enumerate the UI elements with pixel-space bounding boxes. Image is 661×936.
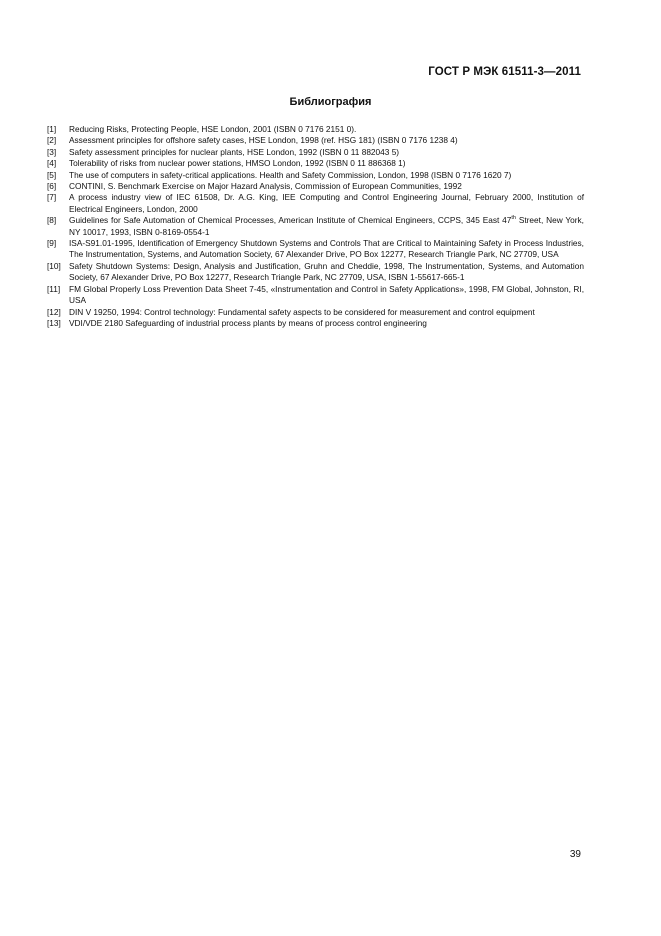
entry-text-part: Street, New York, NY 10017, 1993, ISBN 0-8169-0554-1	[69, 215, 584, 237]
entry-number: [11]	[47, 283, 61, 294]
entry-text: VDI/VDE 2180 Safeguarding of industrial process plants by means of process control engineering	[69, 317, 427, 328]
bibliography-list	[47, 124, 584, 329]
bibliography-entry	[47, 261, 584, 284]
bibliography-entry	[47, 181, 584, 192]
entry-number: [1]	[47, 124, 57, 134]
entry-number: [3]	[47, 146, 57, 157]
entry-text: Assessment principles for offshore safety cases, HSE London, 1998 (ref. HSG 181) (ISBN 0 7176 1238 4)	[69, 135, 458, 146]
entry-text: Safety Shutdown Systems: Design, Analysis and Justification, Gruhn and Cheddie, 1998, The Instrumentation, Systems, and Automation Society, 67 Alexander Drive, PO Box 12277, Research Triangle Park, NC 27709, USA, ISBN 1-55617-665-1	[69, 260, 584, 283]
entry-number: [13]	[47, 317, 61, 328]
bibliography-entry	[47, 307, 584, 318]
bibliography-title: Библиография	[289, 96, 372, 108]
entry-number: [10]	[47, 260, 61, 271]
bibliography-entry	[47, 238, 584, 261]
entry-text: Safety assessment principles for nuclear plants, HSE London, 1992 (ISBN 0 11 882043 5)	[69, 146, 400, 157]
entry-text-part: Guidelines for Safe Automation of Chemical Processes, American Institute of Chemical Engineers, CCPS, 345 East 47	[69, 215, 512, 226]
entry-text	[69, 215, 584, 238]
bibliography-entry	[47, 318, 584, 329]
entry-number: [5]	[47, 169, 57, 180]
bibliography-entry	[47, 135, 584, 146]
entry-text: The use of computers in safety-critical applications. Health and Safety Commission, London, 1998 (ISBN 0 7176 1620 7)	[69, 169, 512, 180]
entry-number: [6]	[47, 181, 57, 192]
entry-text: A process industry view of IEC 61508, Dr. A.G. King, IEE Computing and Control Engineering Journal, February 2000, Institution of Electrical Engineers, London, 2000	[69, 192, 584, 214]
entry-number: [8]	[47, 215, 57, 226]
bibliography-entry	[47, 284, 584, 307]
bibliography-entry	[47, 192, 584, 215]
bibliography-entry	[47, 124, 584, 135]
bibliography-entry	[47, 158, 584, 169]
standard-header: ГОСТ Р МЭК 61511-3—2011	[428, 66, 581, 78]
ordinal-superscript: th	[511, 215, 516, 222]
bibliography-entry	[47, 215, 584, 238]
entry-number: [2]	[47, 135, 57, 146]
entry-number: [9]	[47, 238, 57, 249]
entry-number: [7]	[47, 192, 57, 203]
entry-text: Reducing Risks, Protecting People, HSE London, 2001 (ISBN 0 7176 2151 0).	[69, 124, 357, 134]
entry-text: DIN V 19250, 1994: Control technology: Fundamental safety aspects to be considered for measurement and control equipment	[69, 306, 535, 317]
bibliography-entry	[47, 147, 584, 158]
entry-text: CONTINI, S. Benchmark Exercise on Major Hazard Analysis, Commission of European Communities, 1992	[69, 181, 462, 192]
page-number: 39	[569, 849, 581, 860]
entry-text: ISA-S91.01-1995, Identification of Emergency Shutdown Systems and Controls That are Critical to Maintaining Safety in Process Industries, The Instrumentation, Systems, and Automation Society, 67 Alexander Drive, PO Box 12277, Research Triangle Park, NC 27709, USA	[69, 238, 584, 260]
entry-text: FM Global Properly Loss Prevention Data Sheet 7-45, «Instrumentation and Control in Safety Applications», 1998, FM Global, Johnston, RI, USA	[69, 283, 584, 306]
entry-number: [12]	[47, 306, 61, 317]
entry-text: Tolerability of risks from nuclear power stations, HMSO London, 1992 (ISBN 0 11 886368 1)	[69, 158, 406, 169]
bibliography-entry	[47, 170, 584, 181]
entry-number: [4]	[47, 158, 57, 169]
